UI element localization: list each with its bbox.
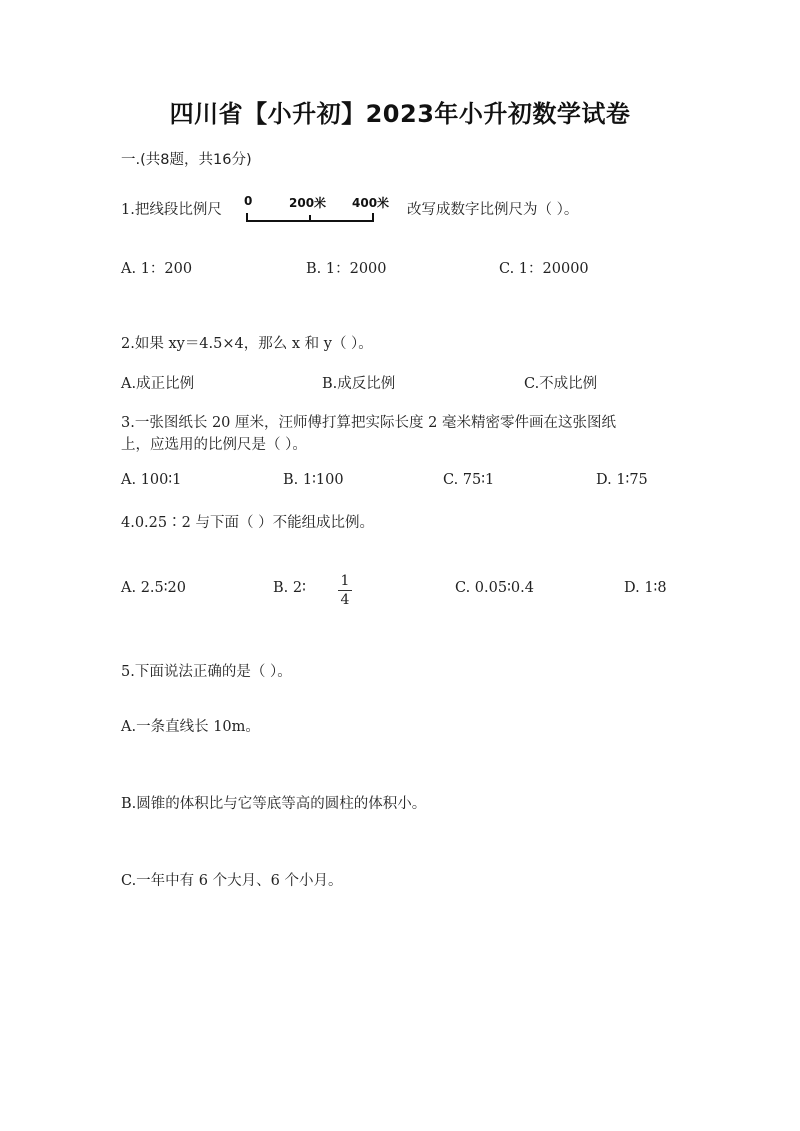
q4-option-c[interactable]: C. 0.05∶0.4 [455, 580, 534, 596]
q4-option-a[interactable]: A. 2.5∶20 [121, 580, 186, 596]
q2-option-b[interactable]: B.成反比例 [322, 376, 396, 392]
q3-option-d[interactable]: D. 1∶75 [596, 472, 648, 488]
q3-option-a[interactable]: A. 100∶1 [121, 472, 182, 488]
question-2-text: 2.如果 xy＝4.5×4，那么 x 和 y（ ）。 [121, 336, 373, 352]
q5-option-c[interactable]: C.一年中有 6 个大月、6 个小月。 [121, 873, 343, 889]
fraction-numerator: 1 [340, 573, 350, 589]
question-1-suffix: 改写成数字比例尺为（ ）。 [407, 202, 579, 218]
fraction-one-quarter [338, 573, 352, 608]
fraction-bar [338, 590, 352, 591]
scale-label-200: 200米 [289, 196, 327, 210]
q1-option-c[interactable]: C. 1：20000 [499, 261, 589, 277]
section-heading: 一.(共8题，共16分) [121, 152, 252, 168]
q4-option-d[interactable]: D. 1∶8 [624, 580, 667, 596]
q2-option-a[interactable]: A.成正比例 [121, 376, 195, 392]
q5-option-b[interactable]: B.圆锥的体积比与它等底等高的圆柱的体积小。 [121, 796, 427, 812]
scale-bar-line [244, 211, 376, 225]
fraction-denominator: 4 [340, 592, 350, 608]
q2-option-c[interactable]: C.不成比例 [524, 376, 598, 392]
q3-option-c[interactable]: C. 75∶1 [443, 472, 495, 488]
scale-label-400: 400米 [352, 196, 390, 210]
question-4-text: 4.0.25∶2 与下面（ ）不能组成比例。 [121, 515, 375, 531]
page-title: 四川省【小升初】2023年小升初数学试卷 [169, 100, 631, 128]
q1-option-a[interactable]: A. 1：200 [121, 261, 193, 277]
question-3-line-2: 上，应选用的比例尺是（ ）。 [121, 437, 307, 453]
q3-option-b[interactable]: B. 1∶100 [283, 472, 344, 488]
question-3-line-1: 3.一张图纸长 20 厘米，汪师傅打算把实际长度 2 毫米精密零件画在这张图纸 [121, 415, 616, 431]
q5-option-a[interactable]: A.一条直线长 10m。 [121, 719, 260, 735]
q1-option-b[interactable]: B. 1：2000 [306, 261, 387, 277]
scale-label-0: 0 [244, 194, 253, 208]
q4-option-b[interactable]: B. 2∶ [273, 580, 306, 596]
question-1-prefix: 1.把线段比例尺 [121, 202, 222, 218]
question-5-text: 5.下面说法正确的是（ ）。 [121, 664, 292, 680]
